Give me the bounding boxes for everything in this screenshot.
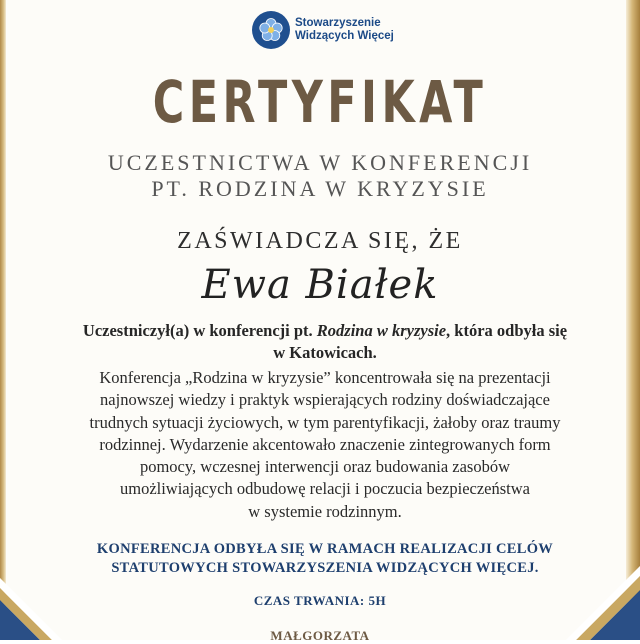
- recipient-name: Ewa Białek: [201, 262, 439, 308]
- statutory-note: [50, 540, 600, 578]
- body-line: Konferencja „Rodzina w kryzysie” koncentrowała się na prezentacji: [99, 368, 551, 387]
- certificate-title: CERTYFIKAT: [152, 68, 488, 136]
- conference-title-italic: Rodzina w kryzysie: [316, 321, 447, 340]
- declaration-heading: ZAŚWIADCZA SIĘ, ŻE: [177, 228, 463, 254]
- intro-line-2: w Katowicach.: [273, 343, 377, 362]
- intro-part-2: , która odbyła się: [446, 321, 568, 340]
- body-line: rodzinnej. Wydarzenie akcentowało znaczenie zintegrowanych form: [99, 434, 551, 454]
- statute-line-1: KONFERENCJA ODBYŁA SIĘ W RAMACH REALIZACJI CELÓW: [96, 541, 554, 557]
- intro-part-1: Uczestniczył(a) w konferencji pt.: [82, 321, 317, 340]
- statute-line-2: STATUTOWYCH STOWARZYSZENIA WIDZĄCYCH WIĘCEJ.: [111, 560, 539, 576]
- signer-name: MAŁGORZATA: [270, 628, 370, 643]
- body-line: pomocy, wczesnej interwencji oraz budowania zasobów: [139, 457, 511, 477]
- body-line: umożliwiających odbudowę relacji i poczucia bezpieczeństwa: [119, 479, 531, 499]
- duration: CZAS TRWANIA: 5H: [253, 593, 387, 608]
- corner-decoration-right: [540, 560, 640, 640]
- logo-text: [295, 17, 394, 43]
- gold-border-right: [626, 0, 640, 640]
- logo-line-1: Stowarzyszenie: [295, 17, 381, 29]
- organization-logo: [252, 8, 392, 52]
- corner-decoration-left: [0, 560, 80, 640]
- gold-border-left: [0, 0, 6, 640]
- participation-statement: [60, 320, 590, 364]
- body-line: najnowszej wiedzy i praktyk wspierających rodziny doświadczające: [100, 390, 550, 410]
- logo-line-2: Widzących Więcej: [295, 30, 394, 42]
- subtitle-line-1: UCZESTNICTWA W KONFERENCJI: [107, 150, 533, 175]
- conference-description: [50, 367, 600, 523]
- body-line: w systemie rodzinnym.: [248, 501, 402, 521]
- forget-me-not-flower-icon: [252, 11, 290, 49]
- subtitle-line-2: PT. RODZINA W KRYZYSIE: [151, 176, 489, 201]
- body-line: trudnych sytuacji życiowych, w tym parentyfikacji, żałoby oraz traumy: [89, 412, 561, 432]
